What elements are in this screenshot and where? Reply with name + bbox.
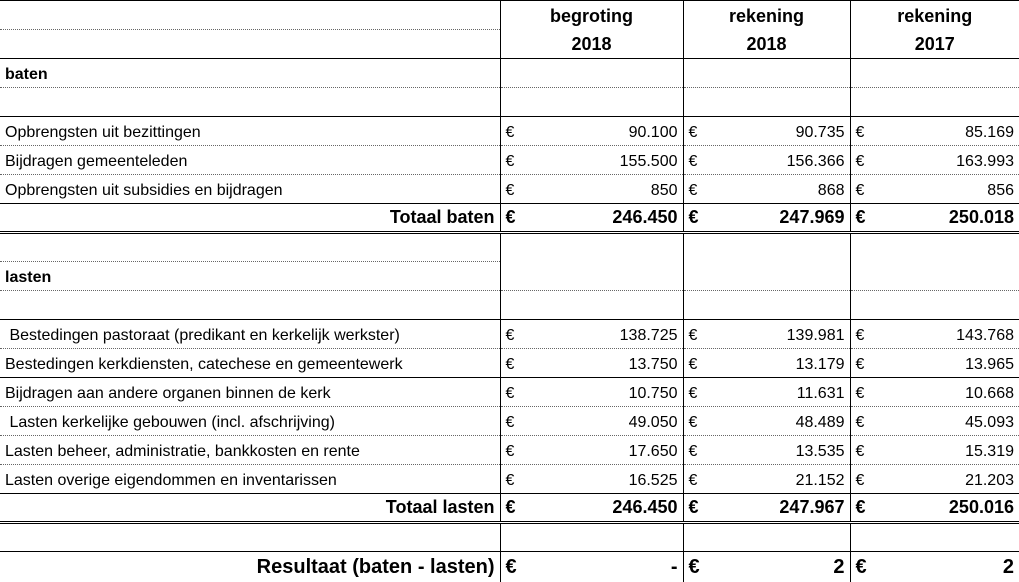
currency-symbol: € [855, 555, 867, 578]
table-row [0, 378, 1019, 407]
currency-symbol: € [688, 555, 700, 578]
row-label: Bestedingen pastoraat (predikant en kerkelijk werkster) [0, 320, 500, 349]
table-row [0, 436, 1019, 465]
value-cell: 156.366 [786, 153, 845, 170]
header-col2-line2: 2018 [683, 30, 850, 59]
table-row [0, 349, 1019, 378]
currency-symbol: € [855, 327, 865, 344]
currency-symbol: € [505, 327, 515, 344]
currency-symbol: € [505, 497, 516, 517]
currency-symbol: € [855, 472, 865, 489]
total-value: 246.450 [612, 207, 678, 227]
currency-symbol: € [505, 555, 517, 578]
value-cell: 90.100 [628, 124, 678, 141]
total-value: 247.969 [779, 207, 845, 227]
header-row-2 [0, 30, 1019, 59]
value-cell: 17.650 [628, 443, 678, 460]
currency-symbol: € [688, 497, 699, 517]
currency-symbol: € [688, 153, 698, 170]
total-label: Totaal baten [0, 204, 500, 233]
header-col3-line1: rekening [850, 1, 1019, 30]
value-cell: 13.965 [965, 356, 1014, 373]
currency-symbol: € [855, 497, 866, 517]
header-col1-line1: begroting [500, 1, 683, 30]
currency-symbol: € [505, 414, 515, 431]
currency-symbol: € [505, 124, 515, 141]
currency-symbol: € [855, 385, 865, 402]
value-cell: 45.093 [965, 414, 1014, 431]
currency-symbol: € [688, 124, 698, 141]
result-row [0, 552, 1019, 582]
value-cell: 10.668 [965, 385, 1014, 402]
value-cell: 138.725 [619, 327, 678, 344]
result-value: - [670, 555, 678, 578]
value-cell: 856 [987, 182, 1014, 199]
currency-symbol: € [505, 356, 515, 373]
row-label: Bijdragen gemeenteleden [0, 146, 500, 175]
table-row [0, 175, 1019, 204]
result-value: 2 [1002, 555, 1014, 578]
total-value: 247.967 [779, 497, 845, 517]
value-cell: 13.750 [628, 356, 678, 373]
table-row [0, 117, 1019, 146]
value-cell: 21.203 [965, 472, 1014, 489]
currency-symbol: € [505, 182, 515, 199]
currency-symbol: € [688, 443, 698, 460]
currency-symbol: € [688, 414, 698, 431]
currency-symbol: € [855, 207, 866, 227]
currency-symbol: € [855, 356, 865, 373]
total-label: Totaal lasten [0, 494, 500, 523]
value-cell: 48.489 [795, 414, 845, 431]
value-cell: 49.050 [628, 414, 678, 431]
row-label: Bestedingen kerkdiensten, catechese en gemeentewerk [0, 349, 500, 378]
currency-symbol: € [855, 182, 865, 199]
currency-symbol: € [688, 327, 698, 344]
value-cell: 21.152 [795, 472, 845, 489]
header-col2-line1: rekening [683, 1, 850, 30]
row-label: Bijdragen aan andere organen binnen de kerk [0, 378, 500, 407]
currency-symbol: € [855, 443, 865, 460]
currency-symbol: € [688, 182, 698, 199]
section-label-baten: baten [0, 59, 500, 88]
value-cell: 10.750 [628, 385, 678, 402]
section-baten [0, 59, 1019, 88]
currency-symbol: € [505, 207, 516, 227]
table-row [0, 146, 1019, 175]
currency-symbol: € [855, 153, 865, 170]
currency-symbol: € [688, 356, 698, 373]
table-row [0, 320, 1019, 349]
total-value: 250.016 [948, 497, 1014, 517]
value-cell: 139.981 [786, 327, 845, 344]
header-col3-line2: 2017 [850, 30, 1019, 59]
currency-symbol: € [505, 385, 515, 402]
value-cell: 163.993 [956, 153, 1014, 170]
row-label: Lasten beheer, administratie, bankkosten en rente [0, 436, 500, 465]
result-label: Resultaat (baten - lasten) [256, 555, 495, 578]
row-label: Lasten overige eigendommen en inventarissen [0, 465, 500, 494]
value-cell: 155.500 [619, 153, 678, 170]
result-value: 2 [833, 555, 845, 578]
value-cell: 85.169 [965, 124, 1014, 141]
value-cell: 143.768 [956, 327, 1014, 344]
value-cell: 16.525 [628, 472, 678, 489]
value-cell: 15.319 [965, 443, 1014, 460]
value-cell: 90.735 [795, 124, 845, 141]
value-cell: 868 [817, 182, 845, 199]
table-row [0, 465, 1019, 494]
section-label-lasten: lasten [0, 262, 500, 291]
value-cell: 850 [650, 182, 678, 199]
total-value: 246.450 [612, 497, 678, 517]
total-row-baten [0, 204, 1019, 233]
header-col1-line2: 2018 [500, 30, 683, 59]
value-cell: 11.631 [796, 385, 845, 402]
row-label: Opbrengsten uit bezittingen [0, 117, 500, 146]
currency-symbol: € [505, 153, 515, 170]
currency-symbol: € [688, 385, 698, 402]
currency-symbol: € [855, 124, 865, 141]
row-label: Lasten kerkelijke gebouwen (incl. afschrijving) [0, 407, 500, 436]
value-cell: 13.179 [795, 356, 845, 373]
currency-symbol: € [688, 207, 699, 227]
currency-symbol: € [505, 472, 515, 489]
header-row-1 [0, 1, 1019, 30]
section-lasten [0, 262, 1019, 291]
table-row [0, 407, 1019, 436]
total-row-lasten [0, 494, 1019, 523]
currency-symbol: € [505, 443, 515, 460]
row-label: Opbrengsten uit subsidies en bijdragen [0, 175, 500, 204]
currency-symbol: € [855, 414, 865, 431]
currency-symbol: € [688, 472, 698, 489]
total-value: 250.018 [948, 207, 1014, 227]
value-cell: 13.535 [795, 443, 845, 460]
